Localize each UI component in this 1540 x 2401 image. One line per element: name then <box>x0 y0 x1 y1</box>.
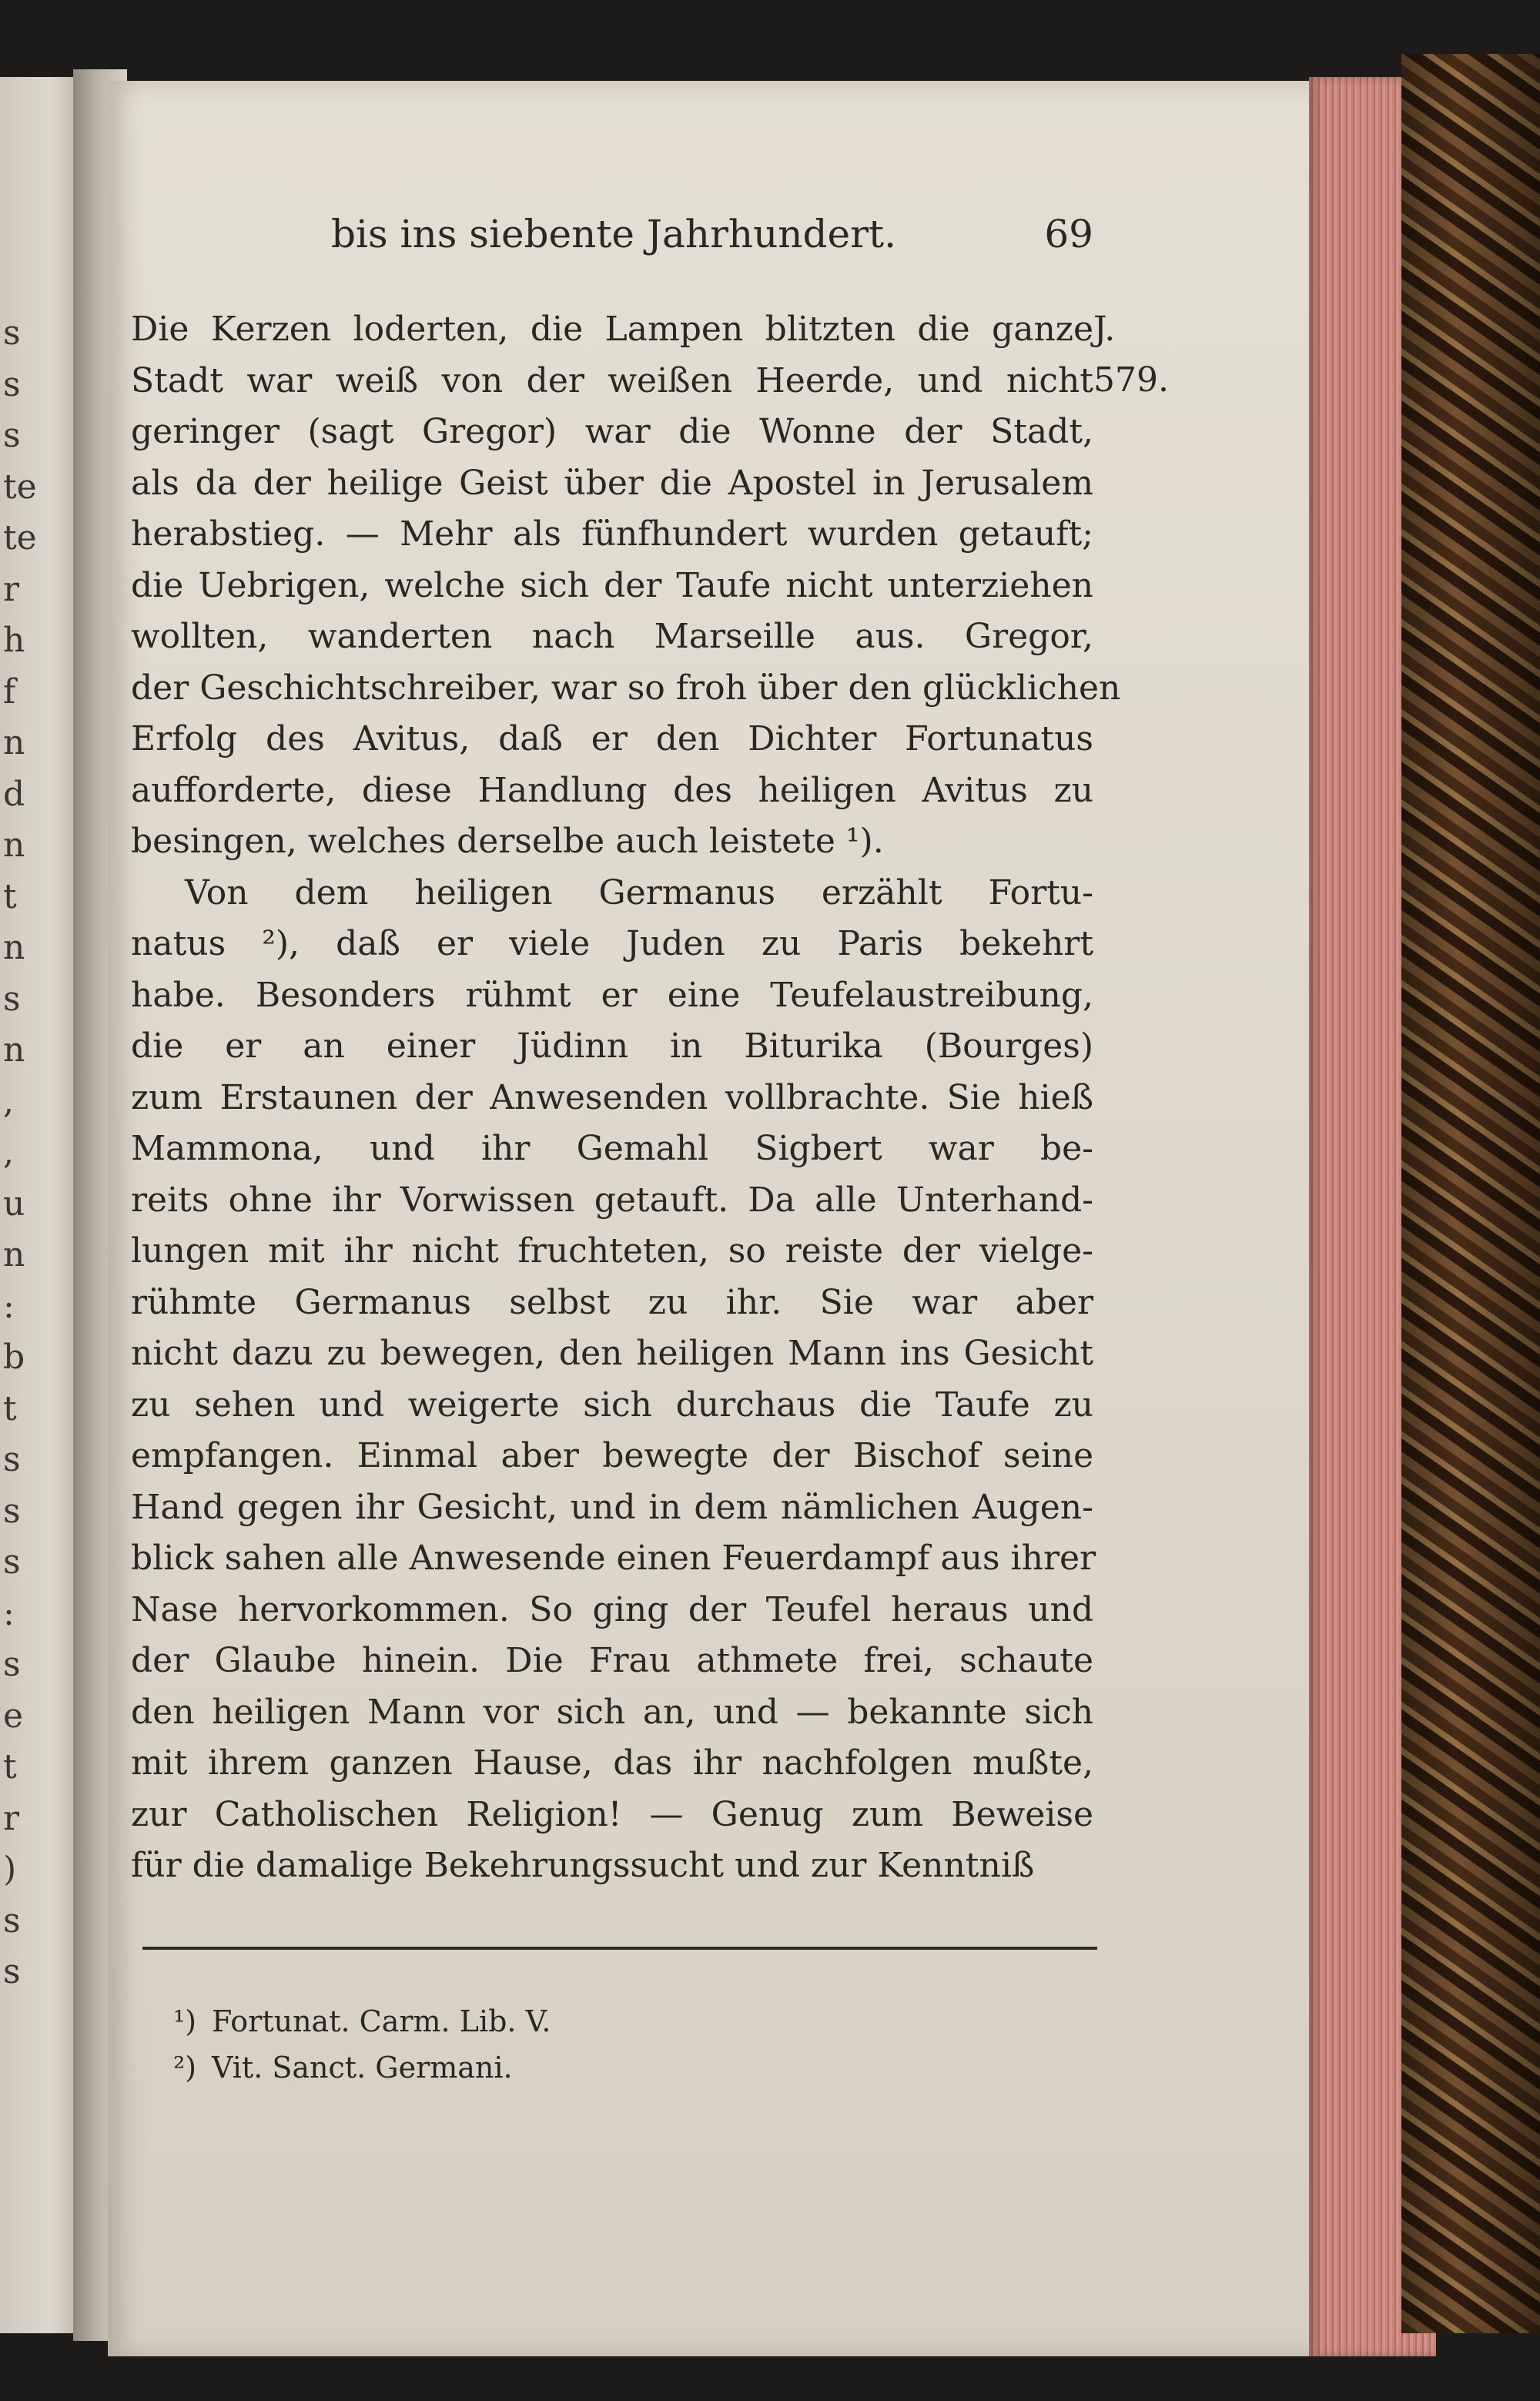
previous-page-letter: s <box>3 1645 21 1684</box>
previous-page-letter: s <box>3 1952 21 1991</box>
previous-page-letter: b <box>3 1338 25 1377</box>
previous-page-letter: f <box>3 671 16 712</box>
previous-page-letter: d <box>3 774 25 814</box>
previous-page-letter: s <box>3 979 21 1019</box>
previous-page-letter: s <box>3 416 21 455</box>
footnote <box>173 2044 866 2091</box>
text-line: Die Kerzen loderten, die Lampen blitzten die ganze <box>131 310 1093 349</box>
text-line: blick sahen alle Anwesende einen Feuerdampf aus ihrer <box>131 1539 1096 1578</box>
text-line: natus ²), daß er viele Juden zu Paris bekehrt <box>131 924 1093 963</box>
text-line: geringer (sagt Gregor) war die Wonne der Stadt, <box>131 412 1093 451</box>
footnote <box>173 1998 866 2044</box>
text-line: Mammona, und ihr Gemahl Sigbert war be- <box>131 1129 1093 1168</box>
text-line: besingen, welches derselbe auch leistete ¹). <box>131 822 884 861</box>
text-line: als da der heilige Geist über die Apostel in Jerusalem <box>131 463 1093 503</box>
text-line: Nase hervorkommen. So ging der Teufel heraus und <box>131 1589 1093 1629</box>
text-line: rühmte Germanus selbst zu ihr. Sie war aber <box>131 1282 1093 1322</box>
running-title: bis ins siebente Jahrhundert. <box>331 212 896 256</box>
footnote-mark: ¹) <box>173 2004 197 2038</box>
previous-page-letters <box>0 308 37 1998</box>
text-line: Von dem heiligen Germanus erzählt Fortu- <box>185 872 1093 913</box>
page-header <box>231 212 1093 273</box>
margin-year-value: 579. <box>1093 360 1169 400</box>
previous-page-letter: n <box>3 928 25 967</box>
text-line: nicht dazu zu bewegen, den heiligen Mann ins Gesicht <box>131 1334 1093 1373</box>
previous-page-letter: r <box>3 1798 20 1838</box>
previous-page-letter: n <box>3 723 25 762</box>
text-line: lungen mit ihr nicht fruchteten, so reiste der vielge- <box>131 1231 1093 1271</box>
text-line: der Geschichtschreiber, war so froh über den glücklichen <box>131 668 1121 708</box>
text-line: Erfolg des Avitus, daß er den Dichter Fortunatus <box>131 719 1093 758</box>
text-line: den heiligen Mann vor sich an, und — bekannte sich <box>131 1692 1093 1732</box>
margin-year-note <box>1093 304 1178 406</box>
previous-page-letter: te <box>3 518 37 558</box>
previous-page-letter: : <box>3 1286 15 1326</box>
previous-page-letter: t <box>3 1747 17 1787</box>
footnotes <box>173 1998 866 2091</box>
text-line: habe. Besonders rühmt er eine Teufelaustreibung, <box>131 975 1093 1015</box>
text-line: die Uebrigen, welche sich der Taufe nicht unterziehen <box>131 565 1093 605</box>
previous-page-letter: n <box>3 1235 25 1274</box>
previous-page-letter: h <box>3 621 25 660</box>
previous-page-letter: e <box>3 1696 24 1736</box>
footnote-rule <box>142 1947 1097 1950</box>
text-line: aufforderte, diese Handlung des heiligen Avitus zu <box>131 770 1093 810</box>
previous-page-letter: n <box>3 1030 25 1070</box>
footnote-text: Vit. Sanct. Germani. <box>212 2051 513 2085</box>
previous-page-letter: : <box>3 1593 15 1633</box>
text-line: zur Catholischen Religion! — Genug zum Beweise <box>131 1794 1093 1834</box>
footnote-mark: ²) <box>173 2051 197 2085</box>
text-line: Stadt war weiß von der weißen Heerde, und nicht <box>131 360 1093 400</box>
text-line: reits ohne ihr Vorwissen getauft. Da alle Unterhand- <box>131 1180 1093 1220</box>
text-line: zu sehen und weigerte sich durchaus die Taufe zu <box>131 1385 1093 1425</box>
previous-page-letter: ) <box>3 1850 17 1889</box>
text-line: herabstieg. — Mehr als fünfhundert wurden getauft; <box>131 514 1093 554</box>
previous-page-letter: t <box>3 876 17 916</box>
text-line: wollten, wanderten nach Marseille aus. Gregor, <box>131 617 1093 656</box>
previous-page-letter: s <box>3 313 21 353</box>
previous-page-letter: s <box>3 364 21 404</box>
previous-page-letter: t <box>3 1388 17 1428</box>
body-text <box>131 304 1121 1892</box>
text-line: mit ihrem ganzen Hause, das ihr nachfolgen mußte, <box>131 1743 1093 1783</box>
previous-page-letter: , <box>3 1081 14 1121</box>
text-line: empfangen. Einmal aber bewegte der Bischof seine <box>131 1436 1093 1475</box>
previous-page-letter: , <box>3 1133 14 1172</box>
previous-page-letter: te <box>3 467 37 507</box>
text-line: die er an einer Jüdinn in Biturika (Bourges) <box>131 1026 1093 1066</box>
previous-page-letter: n <box>3 825 25 865</box>
previous-page-letter: r <box>3 569 20 609</box>
text-line: Hand gegen ihr Gesicht, und in dem nämlichen Augen- <box>131 1487 1093 1527</box>
page-number: 69 <box>1044 212 1093 256</box>
previous-page-letter: s <box>3 1900 21 1941</box>
text-line: der Glaube hinein. Die Frau athmete frei, schaute <box>131 1641 1093 1680</box>
previous-page-letter: s <box>3 1440 21 1479</box>
previous-page-letter: u <box>3 1184 25 1224</box>
text-line: für die damalige Bekehrungssucht und zur Kenntniß <box>131 1846 1035 1885</box>
previous-page-letter: s <box>3 1491 21 1531</box>
cover-shadow <box>1401 54 1540 2333</box>
margin-year-label: J. <box>1093 310 1116 349</box>
previous-page-letter: s <box>3 1542 21 1582</box>
text-line: zum Erstaunen der Anwesenden vollbrachte. Sie hieß <box>131 1077 1093 1117</box>
footnote-text: Fortunat. Carm. Lib. V. <box>212 2004 551 2038</box>
